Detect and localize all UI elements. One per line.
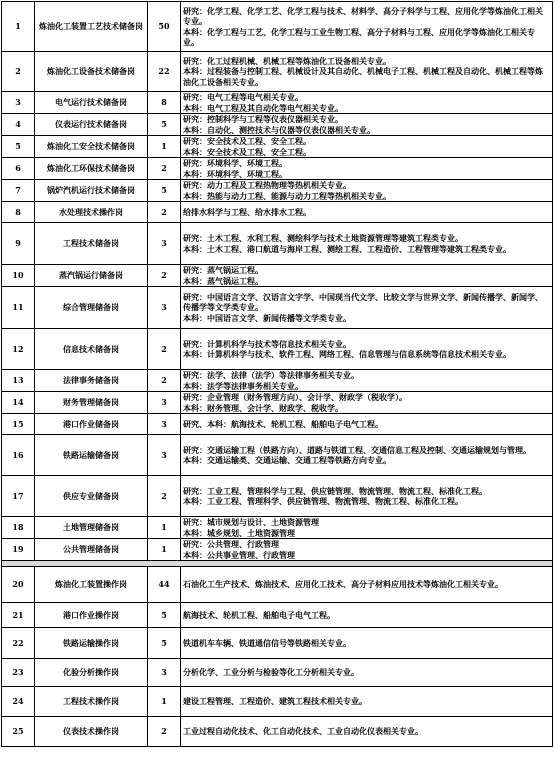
major-requirements [181, 567, 553, 603]
requirement-line: 研究：安全技术及工程、安全工程。 [183, 136, 311, 146]
position-name: 港口作业操作岗 [35, 603, 148, 628]
requirement-line: 工业过程自动化技术、化工自动化技术、工业自动化仪表相关专业。 [183, 726, 423, 737]
major-requirements [181, 136, 553, 158]
table-row [2, 114, 553, 136]
requirement-line: 本科：过程装备与控制工程、机械设计及其自动化、机械电子工程、机械工程及自动化、机械工程等炼油化工设备相关专业。 [183, 66, 543, 87]
headcount: 2 [148, 329, 181, 370]
table-row [2, 567, 553, 603]
major-requirements [181, 603, 553, 628]
requirement-line: 本科：公共事业管理、行政管理 [183, 549, 295, 560]
table-row [2, 659, 553, 687]
requirement-line: 本科：环境科学、环境工程。 [183, 168, 287, 179]
headcount: 2 [148, 370, 181, 392]
headcount: 5 [148, 628, 181, 659]
position-name: 财务管理储备岗 [35, 392, 148, 414]
row-number: 12 [2, 329, 35, 370]
row-number: 11 [2, 287, 35, 329]
table-row [2, 223, 553, 265]
headcount: 1 [148, 517, 181, 539]
requirement-line: 本科：土木工程、港口航道与海岸工程、测绘工程、工程造价、工程管理等建筑工程类专业。 [183, 243, 511, 254]
position-name: 信息技术储备岗 [35, 329, 148, 370]
headcount: 5 [148, 180, 181, 202]
requirement-line: 研究：蒸气锅运工程。 [183, 265, 263, 275]
requirement-line: 本科：自动化、测控技术与仪器等仪表仪器相关专业。 [183, 124, 375, 135]
requirement-line: 分析化学、工业分析与检验等化工分析相关专业。 [183, 667, 359, 678]
row-number: 3 [2, 92, 35, 114]
requirement-line: 研究：动力工程及工程热物理等热机相关专业。 [183, 180, 351, 190]
major-requirements [181, 2, 553, 52]
major-requirements [181, 114, 553, 136]
position-name: 化验分析操作岗 [35, 659, 148, 687]
row-number: 19 [2, 539, 35, 561]
headcount: 3 [148, 287, 181, 329]
row-number: 21 [2, 603, 35, 628]
position-name: 公共管理储备岗 [35, 539, 148, 561]
row-number: 1 [2, 2, 35, 52]
major-requirements [181, 52, 553, 92]
requirement-line: 本科：财务管理、会计学、财政学、税收学。 [183, 402, 343, 413]
major-requirements [181, 92, 553, 114]
requirement-line: 研究：环境科学、环境工程。 [183, 158, 287, 168]
table-row [2, 2, 553, 52]
requirement-line: 本科：中国语言文学、新闻传播等文学类专业。 [183, 312, 351, 323]
headcount: 3 [148, 659, 181, 687]
row-number: 25 [2, 717, 35, 747]
position-name: 供应专业储备岗 [35, 476, 148, 517]
row-number: 16 [2, 435, 35, 476]
position-name: 港口作业储备岗 [35, 414, 148, 435]
requirement-line: 建设工程管理、工程造价、建筑工程技术相关专业。 [183, 696, 367, 707]
requirement-line: 研究：工业工程、管理科学与工程、供应链管理、物流管理、物流工程、标准化工程。 [183, 485, 487, 496]
requirement-line: 石油化工生产技术、炼油技术、应用化工技术、高分子材料应用技术等炼油化工相关专业。 [183, 579, 503, 590]
row-number: 2 [2, 52, 35, 92]
headcount: 3 [148, 223, 181, 265]
requirement-line: 给排水科学与工程、给水排水工程。 [183, 206, 311, 217]
headcount: 8 [148, 92, 181, 114]
row-number: 5 [2, 136, 35, 158]
headcount: 2 [148, 717, 181, 747]
headcount: 1 [148, 687, 181, 717]
requirement-line: 本科：热能与动力工程、能源与动力工程等热机相关专业。 [183, 190, 391, 201]
table-row [2, 370, 553, 392]
table-row [2, 687, 553, 717]
position-name: 仪表运行技术储备岗 [35, 114, 148, 136]
major-requirements [181, 202, 553, 223]
requirement-line: 本科：城乡规划、土地资源管理 [183, 527, 295, 538]
table-row [2, 52, 553, 92]
table-row [2, 265, 553, 287]
requirement-line: 研究：公共管理、行政管理 [183, 539, 279, 549]
requirement-line: 研究：城市规划与设计、土地资源管理 [183, 517, 319, 527]
requirement-line: 研究：电气工程等电气相关专业。 [183, 92, 303, 102]
position-name: 炼油化工环保技术储备岗 [35, 158, 148, 180]
major-requirements [181, 717, 553, 747]
major-requirements [181, 287, 553, 329]
requirement-line: 本科：工业工程、管理科学、供应链管理、物流管理、物流工程、标准化工程。 [183, 496, 463, 506]
table-row [2, 414, 553, 435]
row-number: 20 [2, 567, 35, 603]
major-requirements [181, 392, 553, 414]
position-name: 铁路运输储备岗 [35, 435, 148, 476]
requirement-line: 本科：法学等法律事务相关专业。 [183, 380, 303, 391]
row-number: 23 [2, 659, 35, 687]
headcount: 50 [148, 2, 181, 52]
table-row [2, 628, 553, 659]
requirement-line: 铁道机车车辆、铁道通信信号等铁路相关专业。 [183, 637, 351, 648]
position-name: 铁路运输操作岗 [35, 628, 148, 659]
requirement-line: 研究：土木工程、水利工程、测绘科学与技术土地资源管理等建筑工程类专业。 [183, 233, 463, 243]
requirement-line: 本科：化学工程与工艺、化学工程与工业生物工程、高分子材料与工程、应用化学等炼油化工相关专业。 [183, 26, 535, 47]
position-name: 工程技术操作岗 [35, 687, 148, 717]
requirement-line: 研究：计算机科学与技术等信息技术相关专业。 [183, 338, 351, 349]
table-row [2, 517, 553, 539]
requirement-line: 研究、本科：航海技术、轮机工程、船舶电子电气工程。 [183, 418, 383, 429]
headcount: 2 [148, 265, 181, 287]
row-number: 13 [2, 370, 35, 392]
requirement-line: 研究：企业管理（财务管理方向）、会计学、财政学（税收学）。 [183, 392, 407, 402]
requirement-line: 本科：计算机科学与技术、软件工程、网络工程、信息管理与信息系统等信息技术相关专业。 [183, 349, 511, 359]
headcount: 44 [148, 567, 181, 603]
table-row [2, 435, 553, 476]
row-number: 15 [2, 414, 35, 435]
major-requirements [181, 539, 553, 561]
major-requirements [181, 659, 553, 687]
table-row [2, 287, 553, 329]
position-name: 法律事务储备岗 [35, 370, 148, 392]
position-name: 水处理技术操作岗 [35, 202, 148, 223]
requirement-line: 航海技术、轮机工程、船舶电子电气工程。 [183, 609, 335, 620]
requirement-line: 研究：法学、法律（法学）等法律事务相关专业。 [183, 370, 359, 380]
major-requirements [181, 517, 553, 539]
headcount: 22 [148, 52, 181, 92]
headcount: 3 [148, 414, 181, 435]
position-name: 炼油化工装置操作岗 [35, 567, 148, 603]
row-number: 9 [2, 223, 35, 265]
headcount: 2 [148, 202, 181, 223]
table-row [2, 603, 553, 628]
position-name: 工程技术储备岗 [35, 223, 148, 265]
major-requirements [181, 687, 553, 717]
table-row [2, 329, 553, 370]
position-name: 锅炉汽机运行技术储备岗 [35, 180, 148, 202]
row-number: 6 [2, 158, 35, 180]
position-name: 土地管理储备岗 [35, 517, 148, 539]
headcount: 3 [148, 392, 181, 414]
major-requirements [181, 414, 553, 435]
major-requirements [181, 370, 553, 392]
headcount: 1 [148, 539, 181, 561]
table-row [2, 476, 553, 517]
table-row [2, 202, 553, 223]
table-body-graduate [2, 2, 553, 561]
major-requirements [181, 628, 553, 659]
headcount: 2 [148, 476, 181, 517]
row-number: 17 [2, 476, 35, 517]
table-row [2, 539, 553, 561]
headcount: 2 [148, 158, 181, 180]
major-requirements [181, 223, 553, 265]
requirement-line: 本科：安全技术及工程、安全工程。 [183, 146, 311, 157]
position-name: 炼油化工安全技术储备岗 [35, 136, 148, 158]
table-row [2, 392, 553, 414]
table-row [2, 180, 553, 202]
major-requirements [181, 329, 553, 370]
position-name: 电气运行技术储备岗 [35, 92, 148, 114]
major-requirements [181, 180, 553, 202]
row-number: 14 [2, 392, 35, 414]
row-number: 10 [2, 265, 35, 287]
row-number: 7 [2, 180, 35, 202]
row-number: 4 [2, 114, 35, 136]
position-name: 炼油化工装置工艺技术储备岗 [35, 2, 148, 52]
major-requirements [181, 265, 553, 287]
table-row [2, 136, 553, 158]
requirement-line: 研究：化工过程机械、机械工程等炼油化工设备相关专业。 [183, 55, 391, 66]
row-number: 8 [2, 202, 35, 223]
requirement-line: 研究：交通运输工程（铁路方向）、道路与铁道工程、交通信息工程及控制、交通运输规划与管理。 [183, 444, 531, 455]
major-requirements [181, 435, 553, 476]
row-number: 18 [2, 517, 35, 539]
major-requirements [181, 476, 553, 517]
position-name: 仪表技术操作岗 [35, 717, 148, 747]
table-row [2, 92, 553, 114]
requirement-line: 研究：化学工程、化学工艺、化学工程与技术、材料学、高分子科学与工程、应用化学等炼油化工相关专业。 [183, 5, 543, 26]
headcount: 3 [148, 435, 181, 476]
row-number: 24 [2, 687, 35, 717]
headcount: 5 [148, 114, 181, 136]
table-body-vocational [2, 567, 553, 747]
major-requirements [181, 158, 553, 180]
requirement-line: 本科：交通运输类、交通运输、交通工程等铁路方向专业。 [183, 455, 391, 465]
headcount: 5 [148, 603, 181, 628]
table-row [2, 158, 553, 180]
table-row [2, 717, 553, 747]
position-name: 综合管理储备岗 [35, 287, 148, 329]
requirement-line: 研究：控制科学与工程等仪表仪器相关专业。 [183, 114, 343, 124]
row-number: 22 [2, 628, 35, 659]
position-name: 炼油化工设备技术储备岗 [35, 52, 148, 92]
headcount: 1 [148, 136, 181, 158]
position-name: 蒸汽锅运行储备岗 [35, 265, 148, 287]
recruitment-table [1, 1, 553, 747]
requirement-line: 本科：电气工程及其自动化等电气相关专业。 [183, 102, 343, 113]
requirement-line: 本科：蒸气锅运工程。 [183, 275, 263, 286]
requirement-line: 研究：中国语言文学、汉语言文字学、中国现当代文学、比较文学与世界文学、新闻传播学、新闻学、传播学等文学类专业。 [183, 291, 543, 313]
